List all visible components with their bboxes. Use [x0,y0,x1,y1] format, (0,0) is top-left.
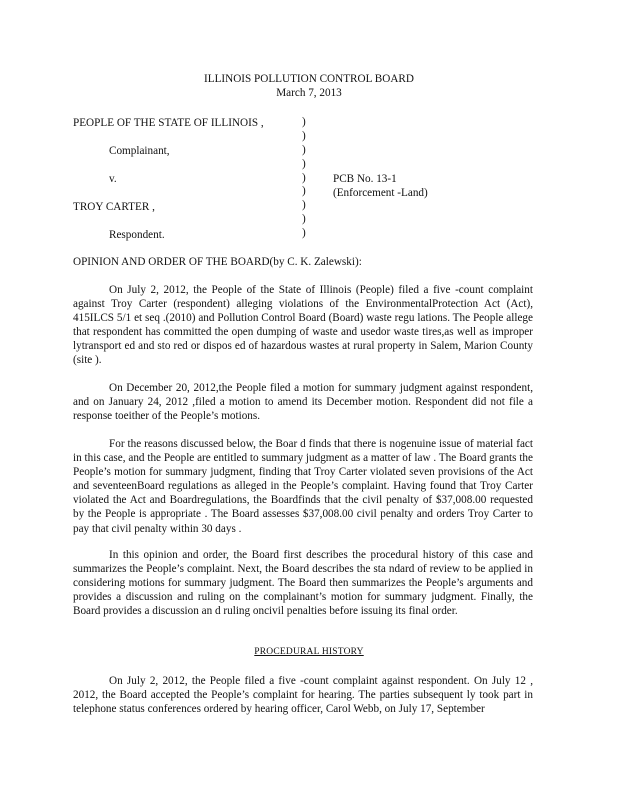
section-heading [0,646,618,658]
caption-respondent: Respondent. [109,229,165,241]
caption-paren: ) [302,157,306,170]
case-type: (Enforcement -Land) [333,187,428,199]
caption-paren: ) [302,213,306,226]
caption-paren: ) [302,116,306,128]
paragraph-text: In this opinion and order, the Board first describes the procedural history of this case and summarizes the People’s complaint. Next, the Board describes the sta ndard of review to be applied in considering motions for summary judgment. The Board then summarizes the People’s arguments and provides a discussion and ruling on the complainant’s motion for summary judgment. Finally, the Board provides a discussion an d ruling oncivil penalties before issuing its final order. [73,549,533,618]
paragraph-1 [73,283,533,368]
caption-paren: ) [302,185,306,198]
paragraph-text: On December 20, 2012,the People filed a motion for summary judgment against respondent, and on January 24, 2012 ,filed a motion to amend its December motion. Respondent did not file a response toeither of the People’s motions. [73,382,533,423]
caption-paren: ) [302,129,306,142]
caption-paren: ) [302,199,306,212]
caption-paren: ) [302,171,306,184]
paragraph-4 [73,548,533,618]
paragraph-3 [73,437,533,536]
caption-complainant: Complainant, [109,145,170,157]
paragraph-text: On July 2, 2012, the People filed a five -count complaint against respondent. On July 12 , 2012, the Board accepted the People’s complaint for hearing. The parties subsequent ly took part in telephone status conferences ordered by hearing officer, Carol Webb, on July 17, September [73,675,533,716]
caption-defendant: TROY CARTER , [73,201,155,213]
caption-plaintiff: PEOPLE OF THE STATE OF ILLINOIS , [73,117,264,129]
section-heading-text: PROCEDURAL HISTORY [254,647,364,657]
paragraph-text: For the reasons discussed below, the Boar d finds that there is nogenuine issue of material fact in this case, and the People are entitled to summary judgment as a matter of law . The Board grants the People’s motion for summary judgment, finding that Troy Carter violated seven provisions of the Act and seventeenBoard regulations as alleged in the People’s complaint. Having found that Troy Carter violated the Act and Boardregulations, the Boardfinds that the civil penalty of $37,008.00 requested by the People is appropriate . The Board assesses $37,008.00 civil penalty and orders Troy Carter to pay that civil penalty within 30 days . [73,438,533,535]
opinion-title: OPINION AND ORDER OF THE BOARD(by C. K. Zalewski): [73,256,362,268]
paragraph-text: On July 2, 2012, the People of the State of Illinois (People) filed a five -count complaint against Troy Carter (respondent) alleging violations of the EnvironmentalProtection Act (Act), 415ILCS 5/1 et seq .(2010) and Pollution Control Board (Board) waste regu lations. The People allege that respondent has committed the open dumping of waste and usedor waste tires,as well as improper lytransport ed and sto red or dispos ed of hazardous wastes at rural property in Salem, Marion County (site ). [73,284,533,367]
case-number: PCB No. 13-1 [333,173,397,185]
board-name: ILLINOIS POLLUTION CONTROL BOARD [204,73,414,85]
paragraph-2 [73,381,533,423]
caption-paren: ) [302,143,306,156]
order-date: March 7, 2013 [276,87,342,99]
caption-versus: v. [109,173,117,185]
paragraph-5 [73,674,533,716]
caption-parentheses [302,116,306,241]
caption-paren: ) [302,227,306,240]
